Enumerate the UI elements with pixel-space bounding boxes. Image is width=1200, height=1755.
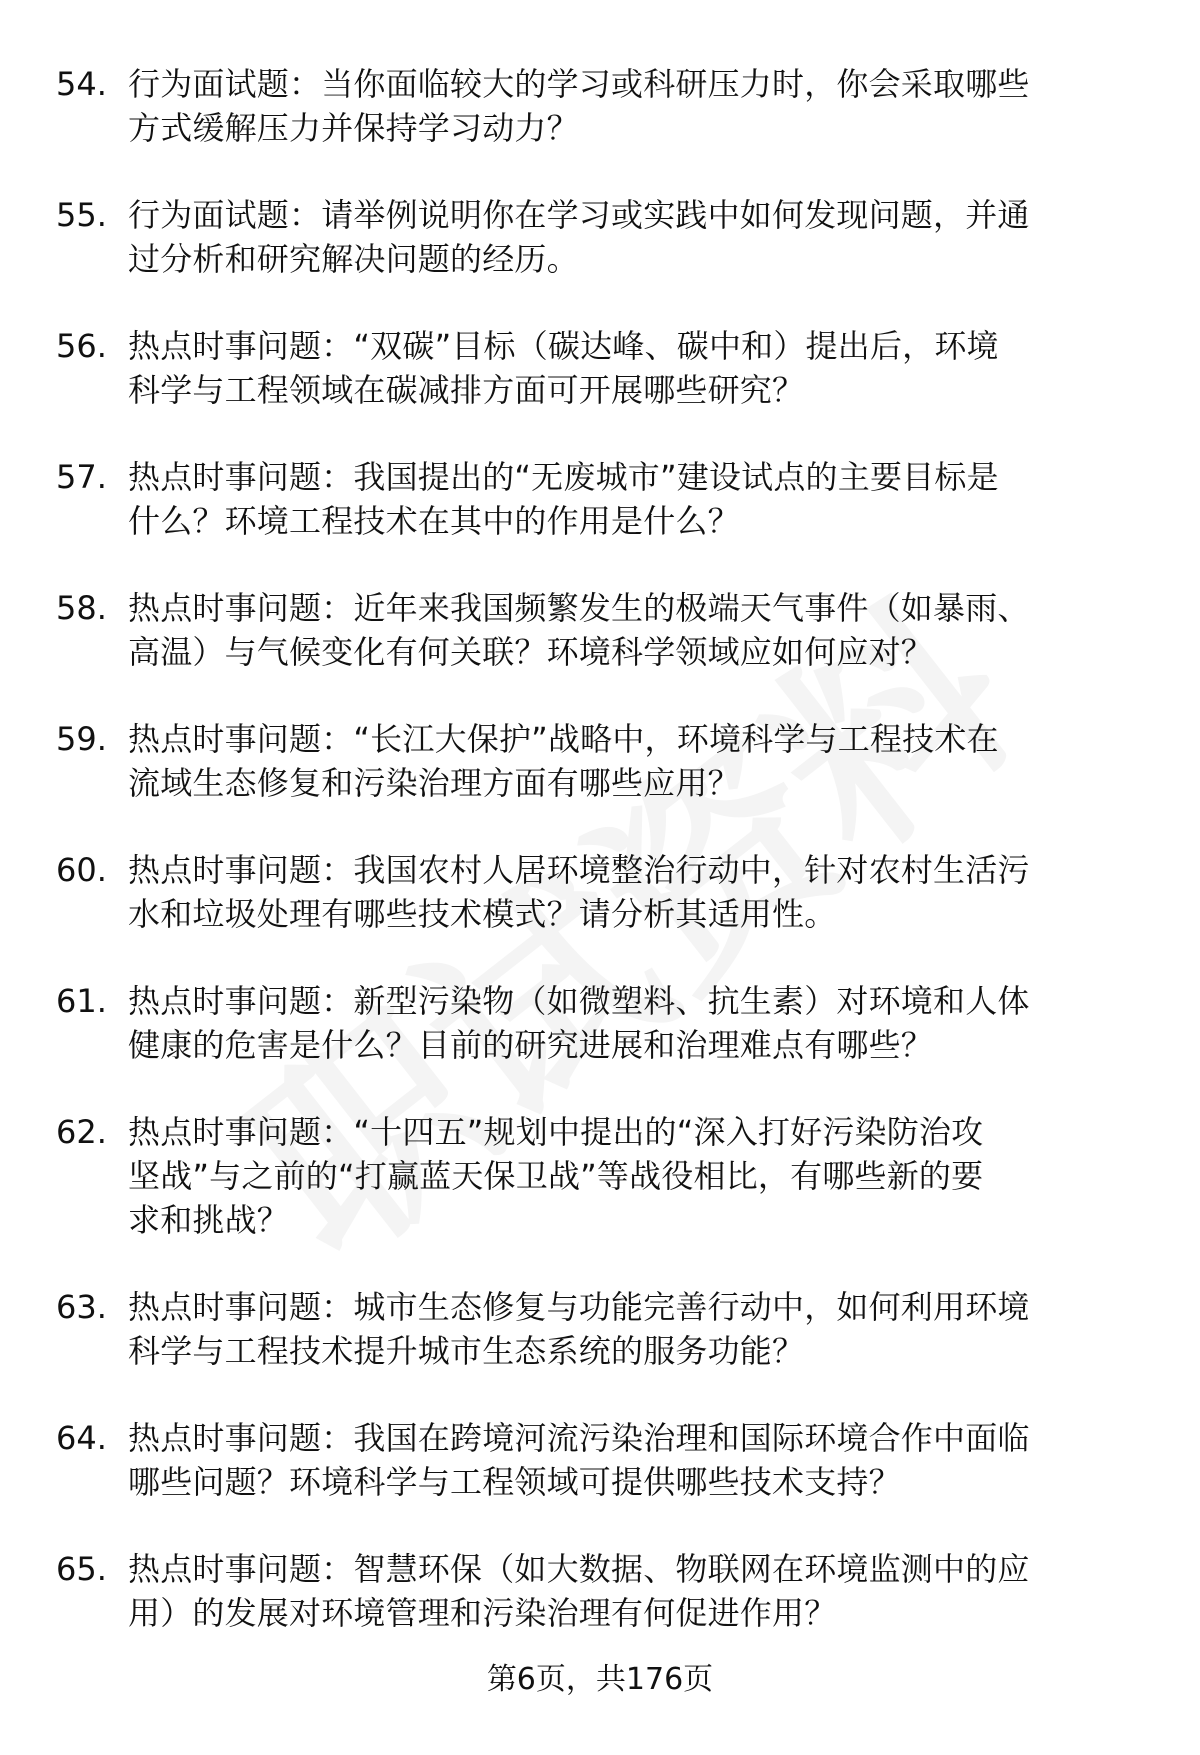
question-text [128,979,1146,1067]
question-line: 什么？环境工程技术在其中的作用是什么？ [128,502,740,540]
question-line: 用）的发展对环境管理和污染治理有何促进作用？ [128,1594,837,1632]
question-line: 热点时事问题：我国提出的“无废城市”建设试点的主要目标是 [128,458,999,496]
question-text [128,62,1146,150]
question-line: 科学与工程领域在碳减排方面可开展哪些研究？ [128,371,805,409]
question-line: 流域生态修复和污染治理方面有哪些应用？ [128,764,740,802]
question-line: 行为面试题：请举例说明你在学习或实践中如何发现问题，并通 [128,196,1030,234]
question-text [128,455,1146,543]
question-number: 63. [56,1288,107,1326]
question-line: 热点时事问题：我国在跨境河流污染治理和国际环境合作中面临 [128,1419,1030,1457]
question-number: 60. [56,851,107,889]
question-item [56,1110,1146,1242]
question-number: 61. [56,982,107,1020]
question-text [128,848,1146,936]
question-line: 求和挑战？ [128,1201,290,1239]
question-line: 科学与工程技术提升城市生态系统的服务功能？ [128,1332,805,1370]
page-number: 第6页，共176页 [486,1662,714,1697]
question-line: 行为面试题：当你面临较大的学习或科研压力时，你会采取哪些 [128,65,1030,103]
question-line: 水和垃圾处理有哪些技术模式？请分析其适用性。 [128,895,837,933]
question-text [128,193,1146,281]
question-text [128,1285,1146,1373]
question-line: 方式缓解压力并保持学习动力？ [128,109,579,147]
question-item [56,455,1146,543]
question-line: 热点时事问题：城市生态修复与功能完善行动中，如何利用环境 [128,1288,1030,1326]
question-text [128,324,1146,412]
question-line: 坚战”与之前的“打赢蓝天保卫战”等战役相比，有哪些新的要 [128,1157,984,1195]
question-list [56,62,1146,1678]
question-item [56,1547,1146,1635]
question-text [128,1416,1146,1504]
question-text [128,1110,1146,1242]
question-number: 59. [56,720,107,758]
question-item [56,193,1146,281]
question-line: 热点时事问题：“十四五”规划中提出的“深入打好污染防治攻 [128,1113,984,1151]
question-item [56,324,1146,412]
question-item [56,848,1146,936]
question-item [56,717,1146,805]
question-line: 热点时事问题：智慧环保（如大数据、物联网在环境监测中的应 [128,1550,1030,1588]
question-text [128,1547,1146,1635]
question-item [56,1285,1146,1373]
question-number: 64. [56,1419,107,1457]
question-line: 过分析和研究解决问题的经历。 [128,240,579,278]
question-line: 热点时事问题：我国农村人居环境整治行动中，针对农村生活污 [128,851,1030,889]
question-item [56,586,1146,674]
question-line: 哪些问题？环境科学与工程领域可提供哪些技术支持？ [128,1463,901,1501]
question-number: 54. [56,65,107,103]
question-number: 58. [56,589,107,627]
question-item [56,979,1146,1067]
question-item [56,1416,1146,1504]
question-number: 56. [56,327,107,365]
question-number: 55. [56,196,107,234]
question-text [128,586,1146,674]
question-number: 62. [56,1113,107,1151]
question-number: 65. [56,1550,107,1588]
question-line: 健康的危害是什么？目前的研究进展和治理难点有哪些？ [128,1026,934,1064]
question-line: 热点时事问题：近年来我国频繁发生的极端天气事件（如暴雨、 [128,589,1030,627]
question-line: 热点时事问题：新型污染物（如微塑料、抗生素）对环境和人体 [128,982,1030,1020]
question-line: 高温）与气候变化有何关联？环境科学领域应如何应对？ [128,633,934,671]
question-number: 57. [56,458,107,496]
question-line: 热点时事问题：“长江大保护”战略中，环境科学与工程技术在 [128,720,999,758]
question-line: 热点时事问题：“双碳”目标（碳达峰、碳中和）提出后，环境 [128,327,999,365]
question-item [56,62,1146,150]
question-text [128,717,1146,805]
